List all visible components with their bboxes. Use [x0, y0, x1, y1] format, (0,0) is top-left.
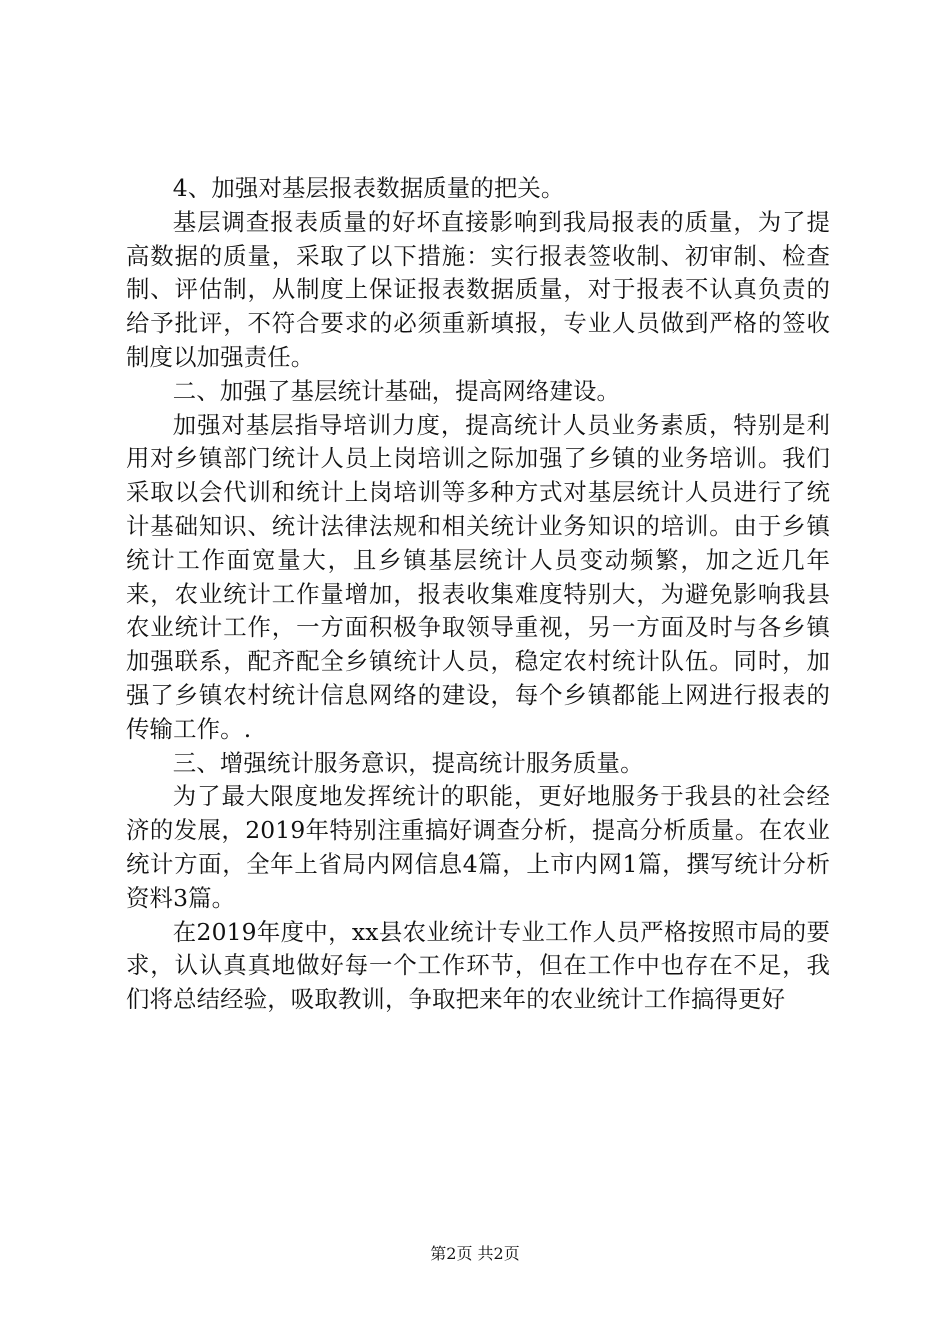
paragraph-summary: 在2019年度中，xx县农业统计专业工作人员严格按照市局的要求，认认真真地做好每一个工作环节，但在工作中也存在不足，我们将总结经验，吸取教训，争取把来年的农业统计工作搞得更好	[126, 917, 830, 1014]
paragraph-report-quality: 基层调查报表质量的好坏直接影响到我局报表的质量，为了提高数据的质量，采取了以下措施：实行报表签收制、初审制、检查制、评估制，从制度上保证报表数据质量，对于报表不认真负责的给予批评，不符合要求的必须重新填报，专业人员做到严格的签收制度以加强责任。	[126, 207, 830, 371]
paragraph-training: 加强对基层指导培训力度，提高统计人员业务素质，特别是利用对乡镇部门统计人员上岗培训之际加强了乡镇的业务培训。我们采取以会代训和统计上岗培训等多种方式对基层统计人员进行了统计基础知识、统计法律法规和相关统计业务知识的培训。由于乡镇统计工作面宽量大，且乡镇基层统计人员变动频繁，加之近几年来，农业统计工作量增加，报表收集难度特别大，为避免影响我县农业统计工作，一方面积极争取领导重视，另一方面及时与各乡镇加强联系，配齐配全乡镇统计人员，稳定农村统计队伍。同时，加强了乡镇农村统计信息网络的建设，每个乡镇都能上网进行报表的传输工作。.	[126, 410, 830, 743]
document-body	[126, 172, 830, 1017]
heading-section-3: 三、增强统计服务意识，提高统计服务质量。	[172, 748, 644, 777]
heading-section-2: 二、加强了基层统计基础，提高网络建设。	[172, 376, 621, 405]
heading-item-4: 4、加强对基层报表数据质量的把关。	[172, 174, 565, 202]
page-footer: 第2页 共2页	[430, 1244, 520, 1263]
paragraph-service: 为了最大限度地发挥统计的职能，更好地服务于我县的社会经济的发展，2019年特别注重搞好调查分析，提高分析质量。在农业统计方面，全年上省局内网信息4篇，上市内网1篇，撰写统计分析资料3篇。	[126, 782, 830, 912]
